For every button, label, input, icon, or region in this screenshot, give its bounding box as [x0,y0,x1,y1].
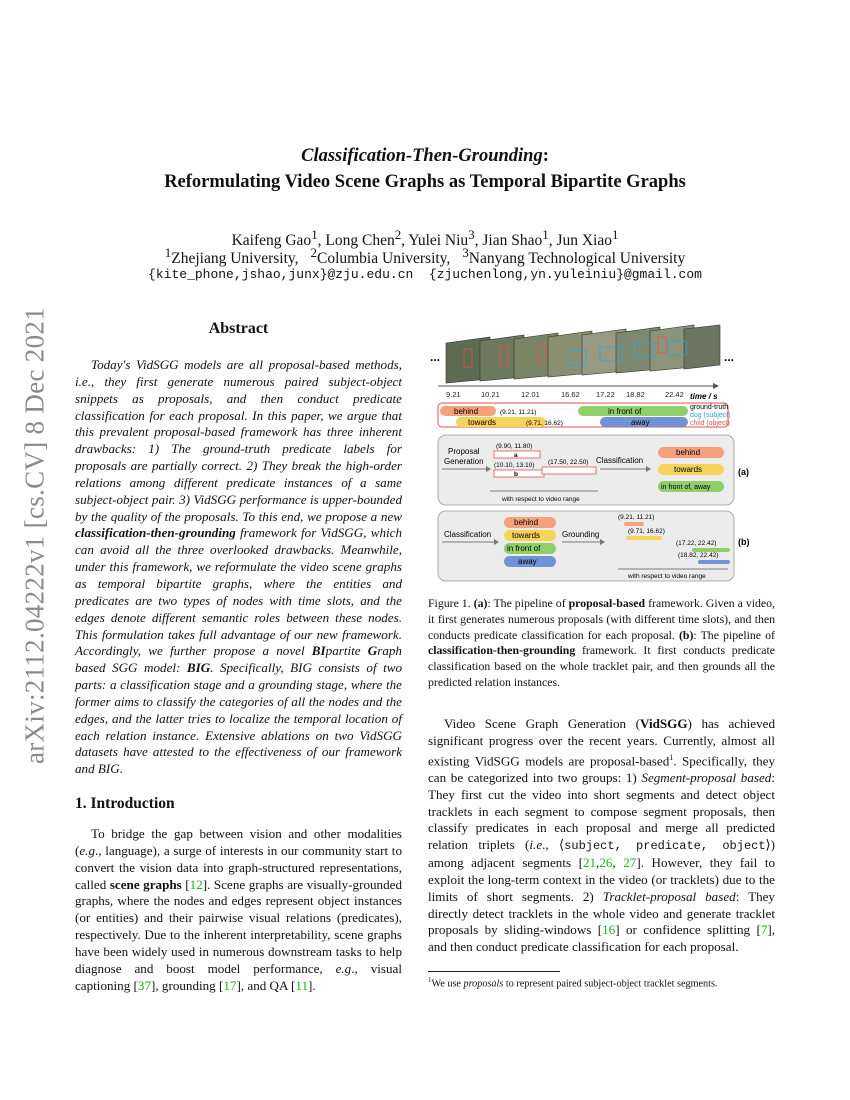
caption-text: Figure 1. [428,596,474,610]
timestamp: 17.22 [596,390,615,399]
intro-text: ]. [308,977,316,993]
abstract-bold: BI [311,643,326,659]
gt-range: (9.21, 11.21) [500,409,537,416]
affiliation: Columbia University, [316,250,451,268]
body-text: Video Scene Graph Generation ( [444,716,640,731]
caption-bold: (a) [473,596,488,610]
relation-triplet: subject, predicate, object [564,839,766,854]
affil-sup: 1 [164,245,172,260]
body-italic: Segment-proposal based [641,769,772,785]
body-text: ], and then conduct predicate classification for each proposal. [428,922,775,955]
classification-label: towards [512,531,541,540]
panel-b-tag: (b) [738,537,750,547]
footnote-text: We use [431,978,464,990]
caption-text: : The pipeline of [487,596,569,610]
panel-a-tag: (a) [738,467,749,477]
prediction-label: behind [676,448,701,457]
timestamp: 10.21 [481,390,500,399]
body-text: ., ⟨ [542,837,565,853]
intro-text: ], grounding [ [151,977,224,993]
abstract-text: Today's VidSGG models are all proposal-based methods, i.e., they first generate numerous paired subject-object snippets as proposals, and then conduct predicate classification for each proposal. In this paper, we argue that this prevalent proposal-based framework has three inherent drawbacks: 1) The ground-truth predicate labels for proposals are partially correct. 2) They break the high-order relations among different predicate instances of a same subject-object pair. 3) VidSGG performance is upper-bounded by the quality of the proposals. To this end, we propose a new [75,357,402,524]
affil-sup: 2 [310,245,317,260]
caption-bold: (b) [679,627,694,642]
body-italic: Tracklet-proposal based [602,888,736,904]
range-note: with respect to video range [628,573,706,580]
proposal-label: b [514,471,518,478]
caption-bold: classification-then-grounding [428,643,576,658]
proposal-range: (10.10, 13.10) [494,462,535,469]
abstract-text: . Specifically, BIG consists of two parts: a classification stage and a grounding stage, where the former aims to classify the categories of all the nodes and the edges, and the latter tries to localize the temporal location of each relation instance. Extensive ablations on two VidSGG datasets have attested to the effectiveness of our framework and BIG. [75,660,403,777]
legend-subject: dog (subject) [690,412,731,419]
citation-link[interactable]: 16 [602,922,616,938]
citation-link[interactable]: 27 [623,855,637,871]
intro-text: ], and QA [ [236,977,296,993]
timestamp: 16.62 [561,390,580,399]
caption-text: : The pipeline of [693,627,775,642]
title-colon: : [542,146,549,166]
abstract-text: partite [325,643,368,659]
gt-label: behind [454,407,479,416]
footnote-marker[interactable]: 1 [669,752,674,762]
proposal-range: (17.50, 22.50) [548,459,589,466]
paper-title-line2: Reformulating Video Scene Graphs as Temporal Bipartite Graphs [164,172,686,192]
prediction-label: towards [674,465,703,474]
body-text: . Specifically, they can be categorized into two groups: 1) [428,753,775,785]
footnote-text: to represent paired subject-object tracklet segments. [503,978,718,990]
author: Jian Shao [482,232,543,250]
footnote [428,976,775,989]
intro-heading: 1. Introduction [75,795,175,812]
author-sup: 1 [611,227,619,242]
caption-bold: proposal-based [568,596,646,610]
gt-label: in front of [608,407,642,416]
proposal-label: a [514,452,518,459]
intro-text: ]. Scene graphs are visually-grounded graphs, where the nodes and edges represent object instances (or entities) and their pairwise visual relations (predicates), respectively. Due to the inherent interpretability, scene graphs have been widely used in numerous downstream tasks to help diagnose and boost model performance, [75,876,402,976]
affiliation: Zhejiang University, [171,250,299,268]
panel-a-step: Classification [596,456,644,465]
body-bold: VidSGG [639,716,688,731]
email-gmail: {zjuchenlong,yn.yuleiniu}@gmail.com [428,267,702,282]
grounded-range: (9.71, 16.62) [628,528,665,535]
abstract-text: framework for VidSGG, which can avoid all the three overlooked drawbacks. Meanwhile, under this framework, we reformulate the video scene graphs as temporal bipartite graphs, where the entities and predicates are two types of nodes with time slots, and the edges denote different semantic roles between these nodes. This formulation takes full advantage of our new framework. Accordingly, we further propose a novel [75,525,402,659]
panel-b-step: Classification [444,530,492,539]
intro-italic: e.g [79,842,96,858]
author: Yulei Niu [408,232,469,250]
author-list: Kaifeng Gao$^1$, Long Chen$^2$, Yulei Niu$^3$, Jian Shao$^1$, Jun Xiao$^1$ [231,227,619,250]
intro-text: To bridge the gap between vision and other modalities ( [75,826,402,858]
citation-link[interactable]: 17 [223,977,237,993]
legend-object: child (object) [690,420,730,427]
paper-title-line1 [0,146,850,167]
affiliations [0,245,850,268]
ellipsis-left: ... [430,350,441,364]
abstract-text: raph based SGG model: [75,643,402,676]
author-sup: 2 [394,227,402,242]
abstract-heading: Abstract [208,320,269,337]
author: Kaifeng Gao [231,232,312,250]
citation-link[interactable]: 11 [295,977,308,993]
caption-text: framework. It first conducts predicate classification based on the whole tracklet pair, and then grounds all the predicted relation instances. [428,643,775,689]
timestamp: 12.01 [521,390,540,399]
panel-a-step: Proposal [448,447,480,456]
footnote-number: 1 [428,976,432,984]
abstract-bold: BIG [186,660,211,676]
classification-label: in front of [507,544,541,553]
affil-sup: 3 [462,245,469,260]
emails [0,267,850,282]
intro-text: ., language), a surge of interests in our community start to convert the vision data into graph-structured representations, called [75,842,402,892]
abstract-bold: G [367,643,378,659]
author: Jun Xiao [556,232,612,250]
citation-link[interactable]: 21 [582,855,597,871]
gt-label: away [631,418,650,427]
grounded-range: (18.82, 22.42) [678,552,719,559]
ellipsis-right: ... [724,350,735,364]
classification-label: behind [514,518,539,527]
abstract-bold: classification-then-grounding [75,525,236,541]
citation-link[interactable]: 26 [599,855,613,871]
gt-label: towards [468,418,497,427]
figure-1-diagram [428,313,776,585]
body-text: ] or confidence splitting [ [615,922,761,938]
intro-bold: scene graphs [109,876,182,892]
arxiv-side-stamp: arXiv:2112.04222v1 [cs.CV] 8 Dec 2021 [19,306,50,765]
grounded-range: (17.22, 22.42) [676,540,717,547]
author-sup: 1 [542,227,549,242]
prediction-label: in front of, away [661,484,711,491]
author: Long Chen [325,232,395,250]
intro-body [75,826,402,994]
citation-link[interactable]: 37 [137,977,151,993]
classification-label: away [518,557,537,566]
panel-a-step: Generation [444,457,484,466]
grounded-range: (9.21, 11.21) [618,514,655,521]
intro-italic: e.g [335,960,352,976]
intro-text: [ [181,876,190,892]
gt-range: (9.71, 16.62) [526,420,563,427]
citation-link[interactable]: 7 [760,922,768,938]
email-zju: {kite_phone,jshao,junx}@zju.edu.cn [148,267,414,282]
affiliation: Nanyang Technological University [468,250,686,268]
proposal-range: (9.90, 11.80) [496,443,533,450]
timestamp: 18.82 [626,390,645,399]
title-main: Classification-Then-Grounding [301,146,543,166]
timestamp: 22.42 [665,390,684,399]
author-sup: 1 [311,227,318,242]
body-italic: i.e [529,837,543,853]
panel-b-step: Grounding [562,530,600,539]
body-text: : They first cut the video into short segments and detect object tracklets in each segment to compose segment proposals, then classify predicates in each proposal and merge all predicted relation triplets ( [428,769,775,853]
footnote-italic: proposals [463,978,504,990]
figure-1-caption [428,596,775,691]
caption-text: framework. Given a video, it first generates numerous proposals (with different time slots), and then conducts predicate classification for each proposal. [428,596,776,642]
body-text: ) has achieved significant progress over the recent years. Currently, almost all existing VidSGG models are proposal-based [428,716,775,769]
timestamp: 9.21 [446,390,461,399]
body-text: ⟩) among adjacent segments [ [428,837,776,871]
intro-text: ., visual captioning [ [75,960,402,993]
abstract-body [75,357,402,778]
video-frame-strip [446,325,720,383]
body-text: ]. However, they fail to exploit the long-term context in the video (or tracklets) due to the limits of short segments. 2) [428,855,776,904]
author-sup: 3 [468,227,475,242]
time-axis-label: time / s [690,392,718,401]
range-note: with respect to video range [502,496,580,503]
footnote-rule [428,971,560,972]
right-column-body: Video Scene Graph Generation (VidSGG) has achieved significant progress over the recent years. Currently, almost all existing VidSGG models are proposal-based$^1$. Specifically, they can be categorized into two groups: 1) Segment-proposal based: They first cut the video into short segments and detect object tracklets in each segment to compose segment proposals, then classify predicates in each proposal and merge all predicted relation triplets (i.e., ⟨subject, predicate, object⟩) among adjacent segments [21,26, 27]. However, they fail to exploit the long-term context in the video (or tracklets) due to the limits of short segments. 2) Tracklet-proposal based: They directly detect tracklets in the whole video and generate tracklet proposals by sliding-windows [16] or confidence splitting [7], and then conduct predicate classification for each proposal. [428,716,776,955]
body-text: : They directly detect tracklets in the whole video and generate tracklet proposals by sliding-windows [ [428,888,775,938]
citation-link[interactable]: 12 [189,876,203,892]
legend-ground-truth: ground-truth [690,404,729,411]
